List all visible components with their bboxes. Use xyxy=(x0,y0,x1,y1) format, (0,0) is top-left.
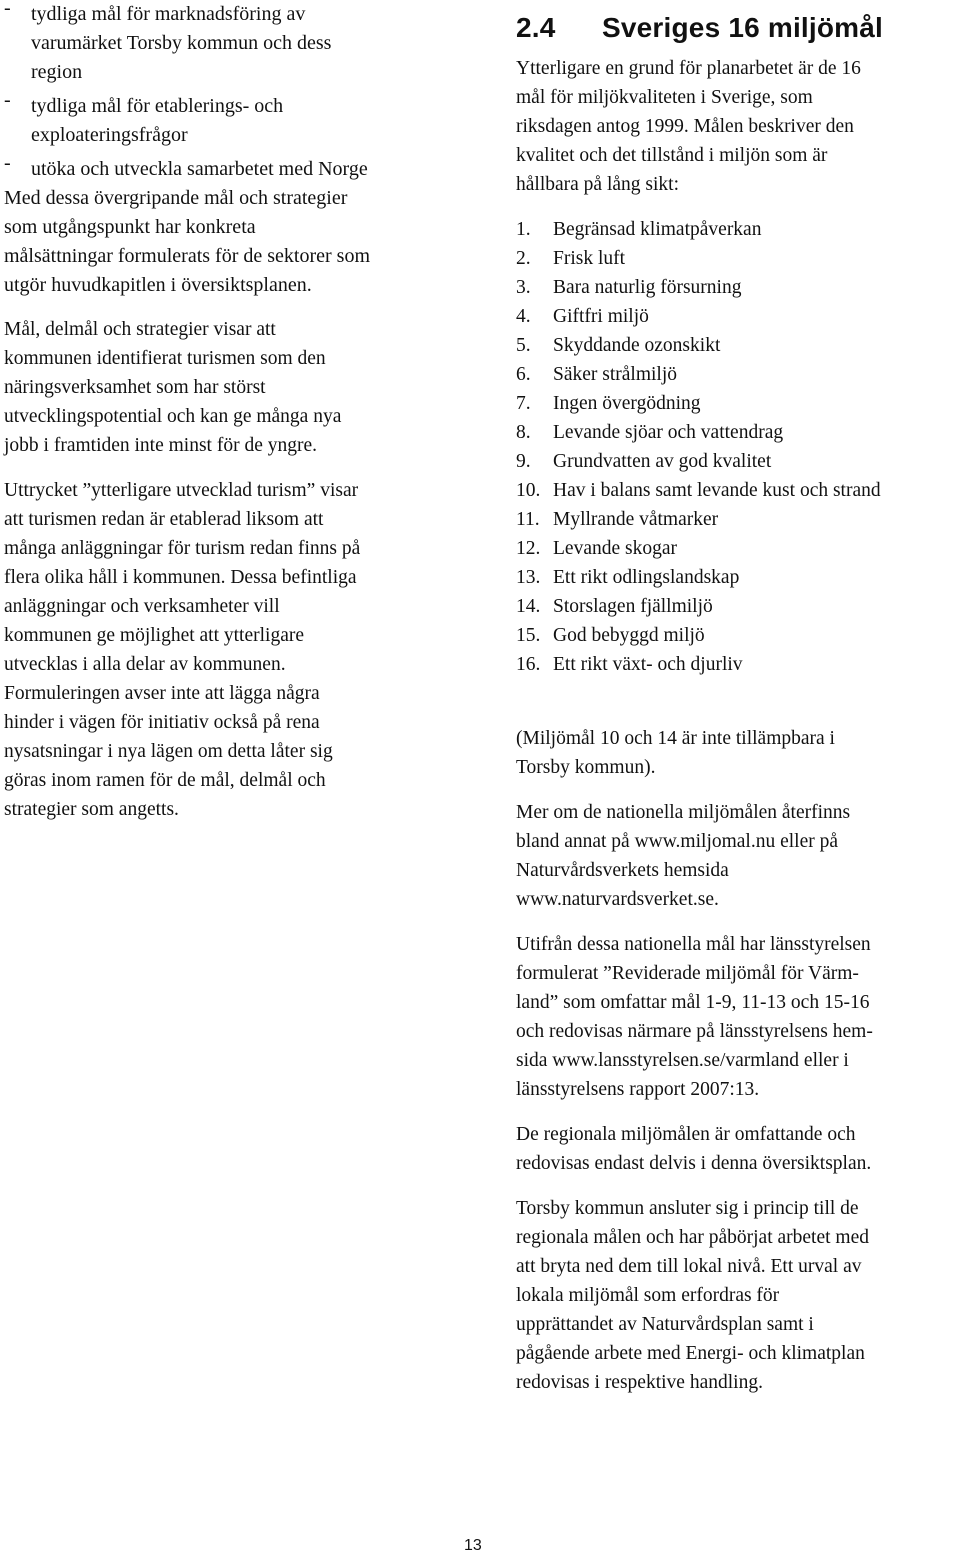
goal-text: Bara naturlig försurning xyxy=(553,277,742,298)
list-item xyxy=(516,621,956,650)
goal-text: Grundvatten av god kvalitet xyxy=(553,451,772,472)
regional-paragraph xyxy=(516,930,956,1104)
text-line: formulerat ”Reviderade miljömål för Värm- xyxy=(516,963,859,984)
list-item xyxy=(516,563,956,592)
text-line: jobb i framtiden inte minst för de yngre. xyxy=(4,435,318,456)
goal-text: Giftfri miljö xyxy=(553,306,649,327)
goal-text: Ett rikt odlingslandskap xyxy=(553,567,740,588)
text-line: kommunen ge möjlighet att ytterligare xyxy=(4,625,305,646)
text-line: länsstyrelsens rapport 2007:13. xyxy=(516,1079,760,1100)
text-line: region xyxy=(31,61,83,83)
bullet-item-3 xyxy=(4,152,454,184)
note-paragraph xyxy=(516,724,956,782)
goal-text: Levande skogar xyxy=(553,538,677,559)
text-line: www.naturvardsverket.se. xyxy=(516,889,719,910)
more-info-paragraph xyxy=(516,798,956,914)
goal-number: 1. xyxy=(516,219,531,240)
list-item xyxy=(516,418,956,447)
text-line: och redovisas närmare på länsstyrelsens hem- xyxy=(516,1021,873,1042)
text-line: tydliga mål för etablerings- och xyxy=(31,95,284,117)
text-line: redovisas endast delvis i denna översiktsplan. xyxy=(516,1153,872,1174)
text-line: bland annat på www.miljomal.nu eller på xyxy=(516,831,839,852)
text-line: Naturvårdsverkets hemsida xyxy=(516,860,729,881)
list-item xyxy=(516,592,956,621)
text-line: kommunen identifierat turismen som den xyxy=(4,348,326,369)
list-item xyxy=(516,302,956,331)
dash-marker: - xyxy=(4,89,11,111)
section-title: Sveriges 16 miljömål xyxy=(602,12,884,43)
text-line: sida www.lansstyrelsen.se/varmland eller i xyxy=(516,1050,849,1071)
text-line: Torsby kommun). xyxy=(516,757,656,778)
goal-number: 14. xyxy=(516,596,541,617)
text-line: land” som omfattar mål 1-9, 11-13 och 15-16 xyxy=(516,992,870,1013)
goal-text: Skyddande ozonskikt xyxy=(553,335,721,356)
goal-number: 13. xyxy=(516,567,541,588)
text-line: tydliga mål för marknadsföring av xyxy=(31,3,306,25)
goal-text: Storslagen fjällmiljö xyxy=(553,596,713,617)
text-line: flera olika håll i kommunen. Dessa befintliga xyxy=(4,567,357,588)
text-line: kvalitet och det tillstånd i miljön som är xyxy=(516,145,828,166)
list-item xyxy=(516,244,956,273)
text-line: pågående arbete med Energi- och klimatplan xyxy=(516,1343,865,1364)
goal-number: 8. xyxy=(516,422,531,443)
text-line: Formuleringen avser inte att lägga några xyxy=(4,683,320,704)
goal-number: 9. xyxy=(516,451,531,472)
text-line: Torsby kommun ansluter sig i princip till de xyxy=(516,1198,859,1219)
goal-number: 6. xyxy=(516,364,531,385)
text-line: De regionala miljömålen är omfattande och xyxy=(516,1124,856,1145)
section-heading xyxy=(516,10,956,46)
torsby-paragraph xyxy=(516,1194,956,1397)
text-line: Utifrån dessa nationella mål har länsstyrelsen xyxy=(516,934,871,955)
text-line: hållbara på lång sikt: xyxy=(516,174,679,195)
intro-paragraph xyxy=(4,184,454,300)
text-line: redovisas i respektive handling. xyxy=(516,1372,763,1393)
text-line: utgör huvudkapitlen i översiktsplanen. xyxy=(4,274,312,296)
text-line: som utgångspunkt har konkreta xyxy=(4,216,256,238)
goal-text: Säker strålmiljö xyxy=(553,364,678,385)
goal-text: Levande sjöar och vattendrag xyxy=(553,422,784,443)
text-line: näringsverksamhet som har störst xyxy=(4,377,266,398)
text-line: utvecklingspotential och kan ge många nya xyxy=(4,406,342,427)
list-item xyxy=(516,389,956,418)
text-line: att turismen redan är etablerad liksom att xyxy=(4,509,324,530)
goal-text: Ett rikt växt- och djurliv xyxy=(553,654,743,675)
list-item xyxy=(516,505,956,534)
text-line: nysatsningar i nya lägen om detta låter sig xyxy=(4,741,333,762)
text-line: hinder i vägen för initiativ också på rena xyxy=(4,712,320,733)
text-line: att bryta ned dem till lokal nivå. Ett urval av xyxy=(516,1256,862,1277)
expression-paragraph xyxy=(4,476,454,824)
text-line: strategier som angetts. xyxy=(4,799,179,820)
bullet-item-2 xyxy=(4,89,454,150)
goal-text: Begränsad klimatpåverkan xyxy=(553,219,762,240)
list-item xyxy=(516,447,956,476)
goal-number: 12. xyxy=(516,538,541,559)
list-item xyxy=(516,215,956,244)
goal-number: 15. xyxy=(516,625,541,646)
list-item xyxy=(516,360,956,389)
text-line: många anläggningar för turism redan finns på xyxy=(4,538,361,559)
goal-number: 5. xyxy=(516,335,531,356)
text-line: göras inom ramen för de mål, delmål och xyxy=(4,770,326,791)
goal-number: 4. xyxy=(516,306,531,327)
goal-text: Hav i balans samt levande kust och strand xyxy=(553,480,881,501)
goal-number: 2. xyxy=(516,248,531,269)
text-line: Mer om de nationella miljömålen återfinns xyxy=(516,802,851,823)
text-line: anläggningar och verksamheter vill xyxy=(4,596,280,617)
list-item xyxy=(516,273,956,302)
goal-text: Myllrande våtmarker xyxy=(553,509,719,530)
goal-number: 10. xyxy=(516,480,541,501)
dash-marker: - xyxy=(4,152,11,174)
scope-paragraph xyxy=(516,1120,956,1178)
goal-text: God bebyggd miljö xyxy=(553,625,705,646)
dash-marker: - xyxy=(4,0,11,19)
goal-number: 7. xyxy=(516,393,531,414)
goal-number: 16. xyxy=(516,654,541,675)
list-item xyxy=(516,476,956,505)
text-line: mål för miljökvaliteten i Sverige, som xyxy=(516,87,813,108)
text-line: Med dessa övergripande mål och strategier xyxy=(4,187,348,209)
text-line: (Miljömål 10 och 14 är inte tillämpbara i xyxy=(516,728,835,749)
section-number: 2.4 xyxy=(516,12,556,43)
list-item xyxy=(516,650,956,679)
text-line: riksdagen antog 1999. Målen beskriver den xyxy=(516,116,854,137)
goal-text: Ingen övergödning xyxy=(553,393,701,414)
text-line: utvecklas i alla delar av kommunen. xyxy=(4,654,286,675)
list-item xyxy=(516,534,956,563)
text-line: Mål, delmål och strategier visar att xyxy=(4,319,276,340)
right-column xyxy=(516,0,956,1397)
text-line: regionala målen och har påbörjat arbetet med xyxy=(516,1227,869,1248)
text-line: utöka och utveckla samarbetet med Norge xyxy=(31,158,368,180)
list-item xyxy=(516,331,956,360)
text-line: målsättningar formulerats för de sektorer som xyxy=(4,245,370,267)
text-line: exploateringsfrågor xyxy=(31,124,188,146)
tourism-paragraph xyxy=(4,315,454,460)
text-line: Ytterligare en grund för planarbetet är de 16 xyxy=(516,58,861,79)
text-line: Uttrycket ”ytterligare utvecklad turism” visar xyxy=(4,480,359,501)
text-line: lokala miljömål som erfordras för xyxy=(516,1285,780,1306)
bullet-item-1 xyxy=(4,0,454,87)
goals-intro xyxy=(516,54,956,199)
text-line: upprättandet av Naturvårdsplan samt i xyxy=(516,1314,814,1335)
bullet-list xyxy=(4,0,454,184)
left-column xyxy=(4,0,454,824)
goal-number: 11. xyxy=(516,509,540,530)
text-line: varumärket Torsby kommun och dess xyxy=(31,32,332,54)
goal-text: Frisk luft xyxy=(553,248,626,269)
environmental-goals-list xyxy=(516,215,956,679)
goal-number: 3. xyxy=(516,277,531,298)
page-number: 13 xyxy=(464,1537,482,1554)
